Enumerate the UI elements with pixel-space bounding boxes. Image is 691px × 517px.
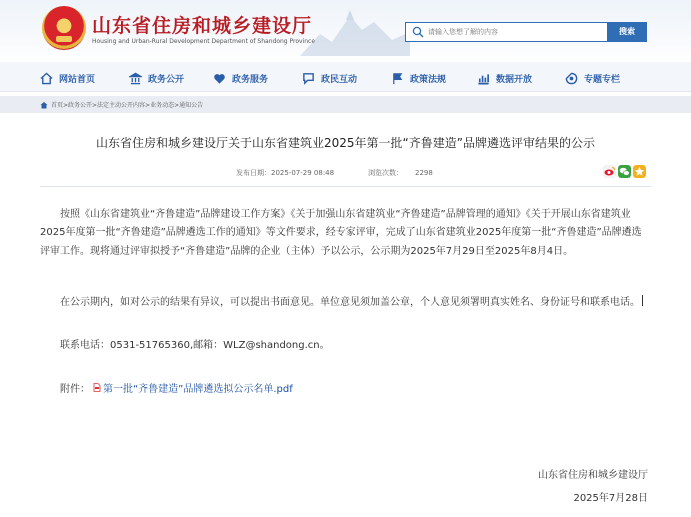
site-subtitle: Housing and Urban-Rural Development Department of Shandong Province xyxy=(92,38,316,45)
view-count-value: 2298 xyxy=(415,169,433,177)
contact-line: 联系电话：0531-51765360,邮箱：WLZ@shandong.cn。 xyxy=(60,340,330,351)
column-icon xyxy=(565,72,578,85)
search-input[interactable] xyxy=(428,23,604,41)
signature-date: 2025年7月28日 xyxy=(573,493,648,504)
view-count-label: 浏览次数： xyxy=(368,169,403,177)
title-divider xyxy=(40,186,651,187)
publish-date: 发布日期：2025-07-29 08:48 xyxy=(236,169,335,177)
text-cursor xyxy=(642,295,643,306)
view-count xyxy=(368,168,433,178)
nav-item-special[interactable] xyxy=(565,71,620,85)
breadcrumb-home-icon xyxy=(40,101,48,109)
nav-item-label: 政民互动 xyxy=(321,74,358,85)
building-icon xyxy=(129,72,142,85)
flag-icon xyxy=(391,72,404,85)
breadcrumb[interactable] xyxy=(40,100,203,109)
nav-item-gov-service[interactable] xyxy=(213,71,268,85)
breadcrumb-text[interactable]: 首页>政务公开>法定主动公开内容>业务动态>通知公告 xyxy=(51,102,204,109)
nav-item-label: 数据开放 xyxy=(496,74,533,85)
share-qzone-icon[interactable] xyxy=(633,165,646,178)
attachment-row xyxy=(60,380,293,395)
nav-item-home[interactable] xyxy=(40,71,95,85)
national-emblem-logo[interactable] xyxy=(42,6,86,50)
nav-item-label: 专题专栏 xyxy=(584,74,621,85)
mountain-decoration-icon xyxy=(300,4,410,56)
nav-item-label: 政务公开 xyxy=(148,74,185,85)
pdf-file-icon xyxy=(93,383,101,392)
site-title[interactable]: 山东省住房和城乡建设厅 xyxy=(92,15,313,37)
nav-item-label: 政务服务 xyxy=(232,74,269,85)
signature-organization: 山东省住房和城乡建设厅 xyxy=(538,470,648,481)
chat-icon xyxy=(302,72,315,85)
article-title: 山东省住房和城乡建设厅关于山东省建筑业2025年第一批“齐鲁建造”品牌遴选评审结果的公示 xyxy=(96,136,595,150)
search-icon xyxy=(412,26,424,38)
share-weibo-icon[interactable] xyxy=(603,165,616,178)
article-paragraph xyxy=(40,294,651,312)
share-wechat-icon[interactable] xyxy=(618,165,631,178)
nav-item-label: 政策法规 xyxy=(410,74,447,85)
home-icon xyxy=(40,72,53,85)
nav-item-label: 网站首页 xyxy=(59,74,96,85)
attachment-label: 附件： xyxy=(60,384,90,395)
chart-icon xyxy=(477,72,490,85)
article-paragraph: 按照《山东省建筑业“齐鲁建造”品牌建设工作方案》《关于加强山东省建筑业“齐鲁建造”品牌管理的通知》《关于开展山东省建筑业2025年度第一批“齐鲁建造”品牌遴选工作的通知》等文件要求，经专家评审，完成了山东省建筑业2025年度第一批“齐鲁建造”品牌遴选评审工作。现将通过评审拟授予“齐鲁建造”品牌的企业（主体）予以公示，公示期为2025年7月29日至2025年8月4日。 xyxy=(40,209,642,257)
search-button[interactable]: 搜索 xyxy=(607,22,647,42)
article-paragraph-text: 在公示期内，如对公示的结果有异议，可以提出书面意见。单位意见须加盖公章，个人意见须署明真实姓名、身份证号和联系电话。 xyxy=(60,297,640,308)
service-icon xyxy=(213,72,226,85)
nav-item-gov-open[interactable] xyxy=(129,71,184,85)
nav-item-data-open[interactable] xyxy=(477,71,532,85)
attachment-link[interactable]: 第一批“齐鲁建造”品牌遴选拟公示名单.pdf xyxy=(103,384,293,395)
nav-item-policy[interactable] xyxy=(391,71,446,85)
main-nav xyxy=(0,62,691,92)
nav-item-interaction[interactable] xyxy=(302,71,357,85)
